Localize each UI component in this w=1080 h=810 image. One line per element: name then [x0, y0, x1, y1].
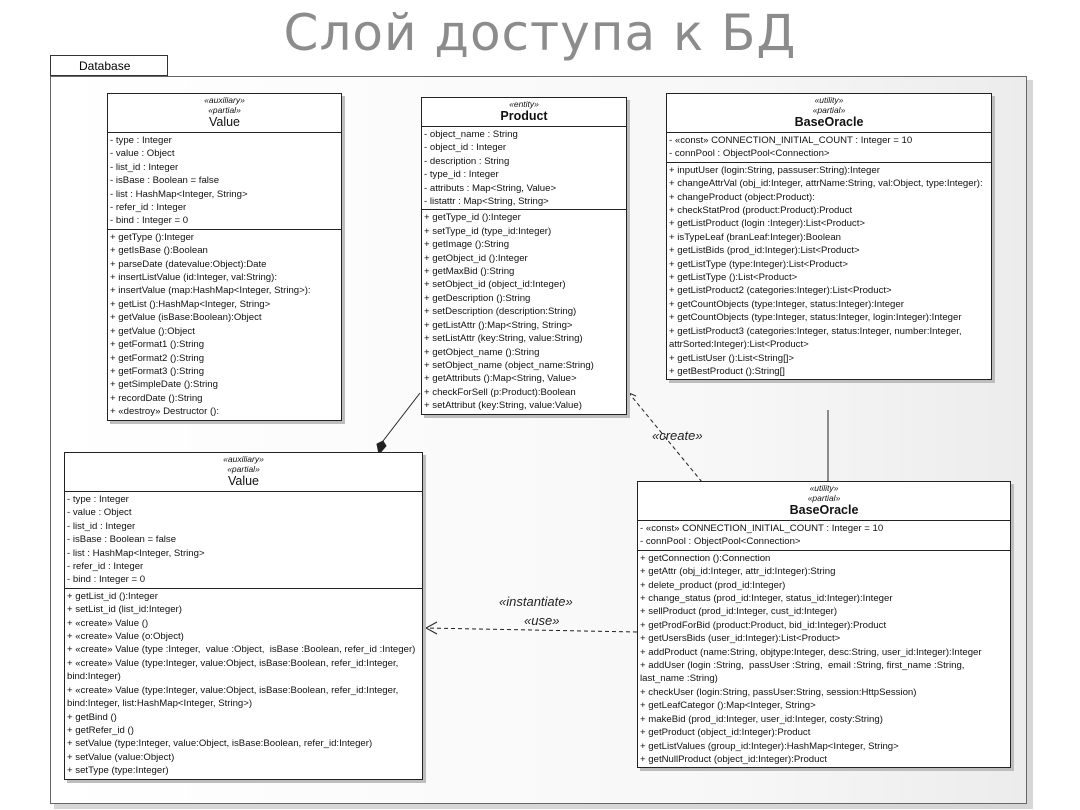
operation: + «create» Value (type :Integer, value :Object, isBase :Boolean, refer_id :Integer): [67, 644, 416, 656]
class-name: BaseOracle: [789, 503, 859, 517]
attribute: - listattr : Map<String, String>: [424, 196, 549, 208]
class-baseoracle-top[interactable]: [666, 93, 992, 380]
operation: + getObject_name ():String: [424, 346, 540, 358]
operation: + getAttributs ():Map<String, Value>: [424, 373, 577, 385]
attribute: - type_id : Integer: [424, 169, 499, 181]
operation: + getImage ():String: [424, 239, 510, 251]
operation-compartment: [108, 229, 341, 420]
attribute: - list_id : Integer: [110, 161, 179, 173]
attribute: - refer_id : Integer: [110, 202, 187, 214]
attribute: - type : Integer: [67, 494, 129, 505]
operation: + setAttribut (key:String, value:Value): [424, 400, 582, 412]
instantiate-label: «instantiate»: [499, 594, 573, 609]
operation: + getMaxBid ():String: [424, 266, 515, 278]
operation: + getListUser ():List<String[]>: [669, 352, 795, 364]
operation: + setListAttr (key:String, value:String): [424, 333, 583, 345]
class-value-bottom[interactable]: [64, 452, 423, 780]
operation: + «create» Value (): [67, 617, 149, 629]
operation-compartment: [65, 588, 422, 779]
operation: + addUser (login :String, passUser :String, email :String, first_name :String, last_name :String): [640, 660, 970, 685]
operation: + «destroy» Destructor ():: [110, 406, 220, 418]
operation: + setObject_name (object_name:String): [424, 359, 594, 371]
stereotype: «partial»: [807, 493, 841, 503]
stereotype: «utility»: [809, 483, 839, 493]
attribute: - object_name : String: [424, 129, 518, 140]
create-label: «create»: [652, 428, 703, 443]
operation: + «create» Value (o:Object): [67, 631, 184, 643]
operation: + setValue (value:Object): [67, 751, 175, 763]
attribute: - value : Object: [110, 148, 175, 160]
operation: + changeAttrVal (obj_id:Integer, attrName:String, val:Object, type:Integer):: [669, 178, 983, 190]
operation: + delete_product (prod_id:Integer): [640, 579, 786, 591]
operation: + setType_id (type_id:Integer): [424, 225, 552, 237]
class-name: Product: [500, 109, 548, 123]
operation: + getUsersBids (user_id:Integer):List<Product>: [640, 633, 841, 645]
attribute: - bind : Integer = 0: [67, 574, 146, 586]
operation: + setList_id (list_id:Integer): [67, 604, 182, 616]
attribute: - list : HashMap<Integer, String>: [110, 188, 248, 200]
operation: + checkStatProd (product:Product):Product: [669, 205, 853, 217]
operation: + getValue (isBase:Boolean):Object: [110, 312, 262, 324]
operation: + getListAttr ():Map<String, String>: [424, 319, 573, 331]
operation: + getProduct (object_id:Integer):Product: [640, 727, 811, 739]
slide-title: Слой доступа к БД: [283, 4, 797, 62]
attribute: - value : Object: [67, 507, 132, 519]
attribute: - description : String: [424, 155, 510, 167]
operation: + getBestProduct ():String[]: [669, 365, 785, 377]
class-name: BaseOracle: [794, 115, 864, 129]
operation: + getRefer_id (): [67, 724, 134, 736]
operation: + «create» Value (type:Integer, value:Object, isBase:Boolean, refer_id:Integer, bind:Integer, list:HashMap<Integer, String>): [67, 684, 401, 710]
attribute: - «const» CONNECTION_INITIAL_COUNT : Integer = 10: [640, 523, 884, 534]
operation: + getValue ():Object: [110, 325, 195, 337]
operation: + getType_id ():Integer: [424, 212, 521, 224]
operation: + getDescription ():String: [424, 292, 531, 304]
class-header: [65, 453, 422, 492]
operation: + getNullProduct (object_id:Integer):Product: [640, 753, 827, 765]
operation: + getFormat1 ():String: [110, 339, 205, 351]
class-header: [108, 94, 341, 133]
operation: + change_status (prod_id:Integer, status_id:Integer):Integer: [640, 593, 893, 605]
stereotype: «auxiliary»: [204, 95, 245, 105]
operation: + makeBid (prod_id:Integer, user_id:Integer, costy:String): [640, 713, 883, 725]
operation: + getCountObjects (type:Integer, status:Integer, login:Integer):Integer: [669, 312, 962, 324]
operation: + checkForSell (p:Product):Boolean: [424, 386, 576, 398]
operation: + setValue (type:Integer, value:Object, isBase:Boolean, refer_id:Integer): [67, 738, 373, 750]
operation: + setDescription (description:String): [424, 306, 577, 318]
operation: + getListBids (prod_id:Integer):List<Product>: [669, 245, 860, 257]
attribute: - isBase : Boolean = false: [67, 534, 177, 546]
operation: + getList_id ():Integer: [67, 590, 158, 602]
stereotype: «utility»: [814, 95, 844, 105]
attribute-compartment: [422, 127, 626, 209]
operation: + getListValues (group_id:Integer):HashMap<Integer, String>: [640, 740, 899, 752]
attribute: - attributs : Map<String, Value>: [424, 182, 557, 194]
class-header: [638, 482, 1010, 521]
operation: + setObject_id (object_id:Integer): [424, 279, 566, 291]
operation: + getFormat2 ():String: [110, 352, 205, 364]
operation: + getBind (): [67, 711, 117, 723]
operation: + getSimpleDate ():String: [110, 379, 218, 391]
class-value-top[interactable]: [107, 93, 342, 421]
composition-line: [383, 393, 420, 441]
operation: + getCountObjects (type:Integer, status:Integer):Integer: [669, 298, 904, 310]
operation: + getAttr (obj_id:Integer, attr_id:Integer):String: [640, 566, 836, 578]
operation-compartment: [638, 550, 1010, 768]
operation: + isTypeLeaf (branLeaf:Integer):Boolean: [669, 231, 842, 243]
attribute-compartment: [667, 133, 991, 162]
attribute: - «const» CONNECTION_INITIAL_COUNT : Integer = 10: [669, 135, 913, 146]
class-name: Value: [227, 474, 260, 488]
attribute: - type : Integer: [110, 135, 172, 146]
stereotype: «partial»: [227, 464, 260, 474]
attribute-compartment: [108, 133, 341, 229]
operation: + getConnection ():Connection: [640, 552, 771, 564]
attribute: - refer_id : Integer: [67, 561, 144, 573]
operation: + checkUser (login:String, passUser:String, session:HttpSession): [640, 686, 917, 698]
operation: + getListProduct (login :Integer):List<Product>: [669, 218, 865, 230]
attribute: - list : HashMap<Integer, String>: [67, 547, 205, 559]
operation: + setType (type:Integer): [67, 765, 169, 777]
operation: + «create» Value (type:Integer, value:Object, isBase:Boolean, refer_id:Integer, bind:Integer): [67, 657, 401, 683]
operation: + getIsBase ():Boolean: [110, 245, 208, 257]
class-baseoracle-bottom[interactable]: [637, 481, 1011, 768]
operation: + getType ():Integer: [110, 231, 194, 243]
operation: + recordDate ():String: [110, 392, 203, 404]
attribute: - connPool : ObjectPool<Connection>: [640, 536, 801, 548]
use-dependency-line: [426, 628, 637, 632]
package-tab: Database: [50, 55, 168, 76]
class-header: [667, 94, 991, 133]
operation-compartment: [667, 162, 991, 380]
operation: + getList ():HashMap<Integer, String>: [110, 298, 271, 310]
operation: + changeProduct (object:Product):: [669, 191, 815, 203]
operation: + getLeafCategor ():Map<Integer, String>: [640, 700, 816, 712]
stereotype: «entity»: [509, 99, 539, 109]
operation: + insertListValue (id:Integer, val:String):: [110, 272, 277, 284]
stereotype: «partial»: [208, 105, 241, 115]
attribute-compartment: [638, 521, 1010, 550]
operation-compartment: [422, 209, 626, 413]
operation: + inputUser (login:String, passuser:String):Integer: [669, 164, 880, 176]
operation: + getFormat3 ():String: [110, 365, 205, 377]
operation: + insertValue (map:HashMap<Integer, String>):: [110, 285, 311, 297]
attribute: - isBase : Boolean = false: [110, 175, 220, 187]
operation: + getListType ():List<Product>: [669, 272, 798, 284]
stereotype: «auxiliary»: [223, 454, 264, 464]
attribute: - object_id : Integer: [424, 142, 507, 154]
operation: + sellProduct (prod_id:Integer, cust_id:Integer): [640, 606, 838, 618]
attribute-compartment: [65, 492, 422, 588]
operation: + getObject_id ():Integer: [424, 252, 528, 264]
class-name: Value: [208, 115, 241, 129]
stereotype: «partial»: [812, 105, 846, 115]
attribute: - bind : Integer = 0: [110, 215, 189, 227]
operation: + addProduct (name:String, objtype:Integer, desc:String, user_id:Integer):Integer: [640, 646, 982, 658]
attribute: - connPool : ObjectPool<Connection>: [669, 148, 830, 160]
attribute: - list_id : Integer: [67, 520, 136, 532]
operation: + getProdForBid (product:Product, bid_id:Integer):Product: [640, 619, 887, 631]
class-product[interactable]: [421, 97, 627, 415]
operation: + parseDate (datevalue:Object):Date: [110, 258, 267, 270]
use-label: «use»: [524, 613, 560, 628]
operation: + getListProduct3 (categories:Integer, status:Integer, number:Integer, attrSorted:Integer):List<Product>: [669, 325, 965, 351]
operation: + getListProduct2 (categories:Integer):List<Product>: [669, 285, 892, 297]
operation: + getListType (type:Integer):List<Product>: [669, 258, 848, 270]
class-header: [422, 98, 626, 127]
